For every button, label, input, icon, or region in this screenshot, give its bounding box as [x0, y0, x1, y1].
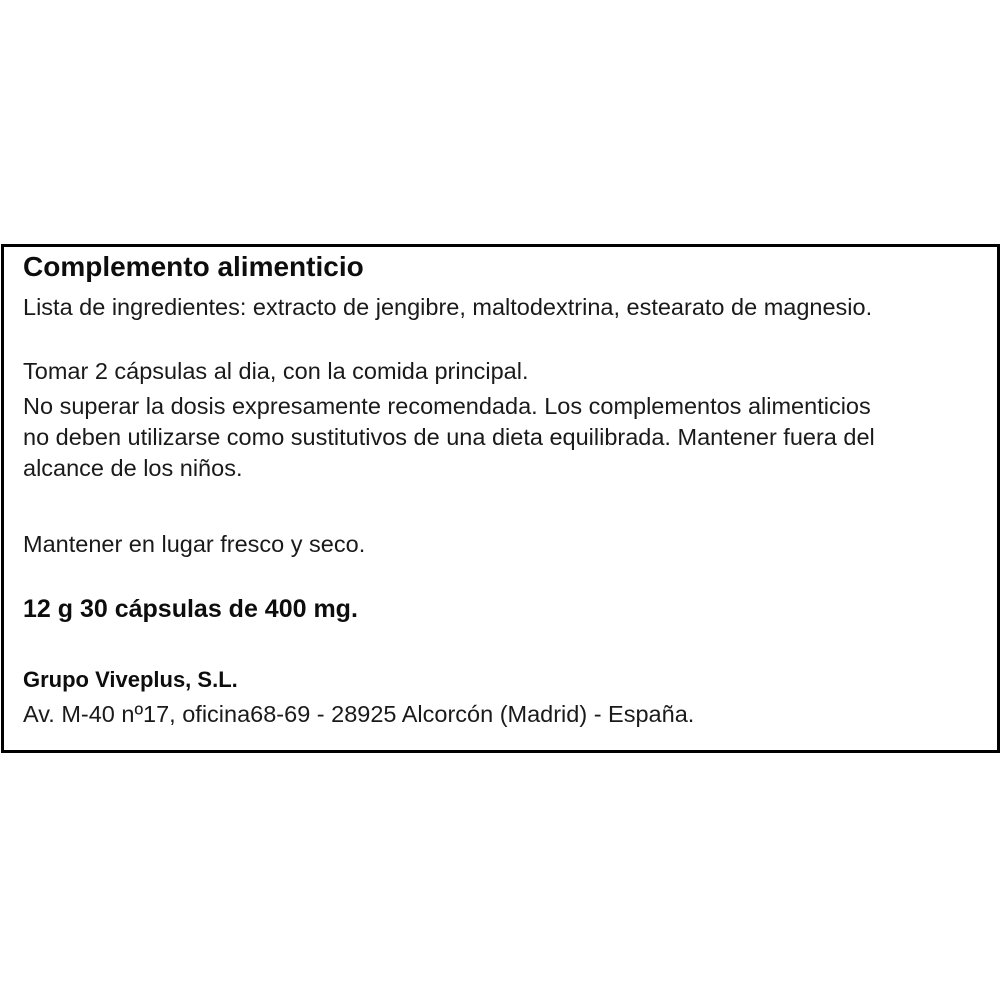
warning-line-3: alcance de los niños. [23, 455, 243, 481]
warning-line-1: No superar la dosis expresamente recomendada. Los complementos alimenticios [23, 393, 871, 419]
ingredients-text: Lista de ingredientes: extracto de jengibre, maltodextrina, estearato de magnesio. [23, 294, 873, 320]
label-title: Complemento alimenticio [23, 251, 364, 282]
storage-text: Mantener en lugar fresco y seco. [23, 531, 366, 557]
company-address: Av. M-40 nº17, oficina68-69 - 28925 Alcorcón (Madrid) - España. [23, 701, 695, 727]
product-label-box [1, 244, 1000, 753]
net-content-text: 12 g 30 cápsulas de 400 mg. [23, 595, 358, 623]
warning-line-2: no deben utilizarse como sustitutivos de una dieta equilibrada. Mantener fuera del [23, 424, 875, 450]
dosage-text: Tomar 2 cápsulas al dia, con la comida principal. [23, 358, 529, 384]
company-name: Grupo Viveplus, S.L. [23, 667, 238, 692]
